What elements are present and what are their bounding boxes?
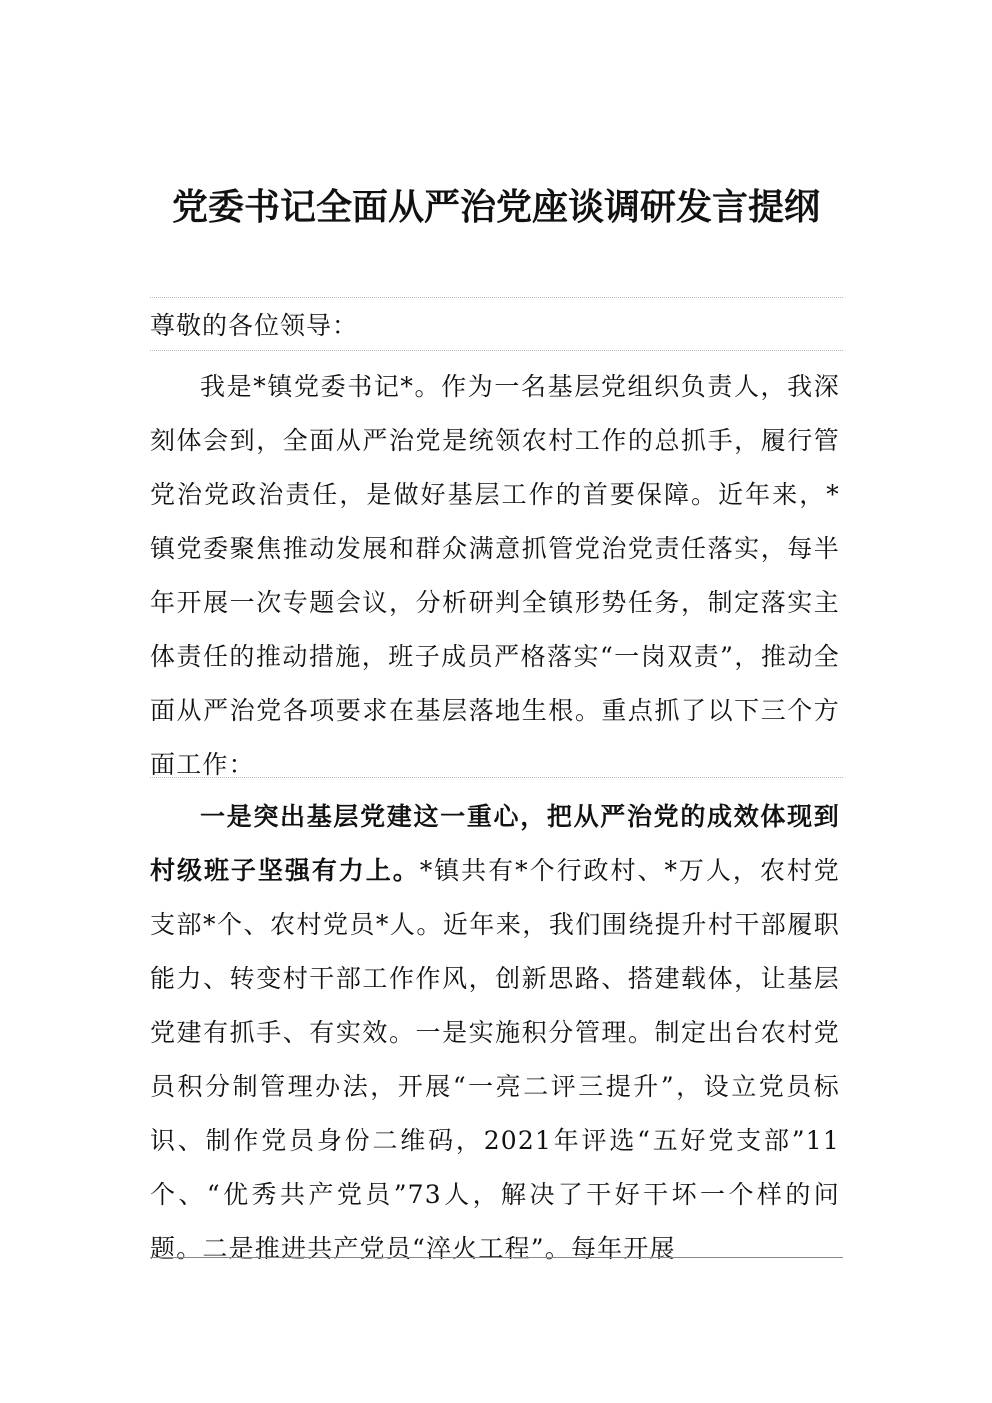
salutation: 尊敬的各位领导： [150, 311, 359, 340]
paragraph-first-point [150, 790, 840, 1276]
divider-bottom [150, 1257, 843, 1258]
divider-top [150, 297, 843, 298]
paragraph-lead-heading: 一是突出基层党建这一重心，把从严治党的成效体现到村级班子坚强有力上。 [150, 802, 840, 885]
divider-paragraph [150, 777, 843, 778]
divider-salutation [150, 350, 843, 351]
paragraph-intro: 我是*镇党委书记*。作为一名基层党组织负责人，我深刻体会到，全面从严治党是统领农村工作的总抓手，履行管党治党政治责任，是做好基层工作的首要保障。近年来，*镇党委聚焦推动发展和群众满意抓管党治党责任落实，每半年开展一次专题会议，分析研判全镇形势任务，制定落实主体责任的推动措施，班子成员严格落实“一岗双责”，推动全面从严治党各项要求在基层落地生根。重点抓了以下三个方面工作： [150, 372, 840, 779]
paragraph-body: *镇共有*个行政村、*万人，农村党支部*个、农村党员*人。近年来，我们围绕提升村干部履职能力、转变村干部工作作风，创新思路、搭建载体，让基层党建有抓手、有实效。一是实施积分管理。制定出台农村党员积分制管理办法，开展“一亮二评三提升”，设立党员标识、制作党员身份二维码，2021年评选“五好党支部”11个、“优秀共产党员”73人，解决了干好干坏一个样的问题。二是推进共产党员“淬火工程”。每年开展 [150, 856, 840, 1263]
document-title: 党委书记全面从严治党座谈调研发言提纲 [171, 186, 820, 229]
